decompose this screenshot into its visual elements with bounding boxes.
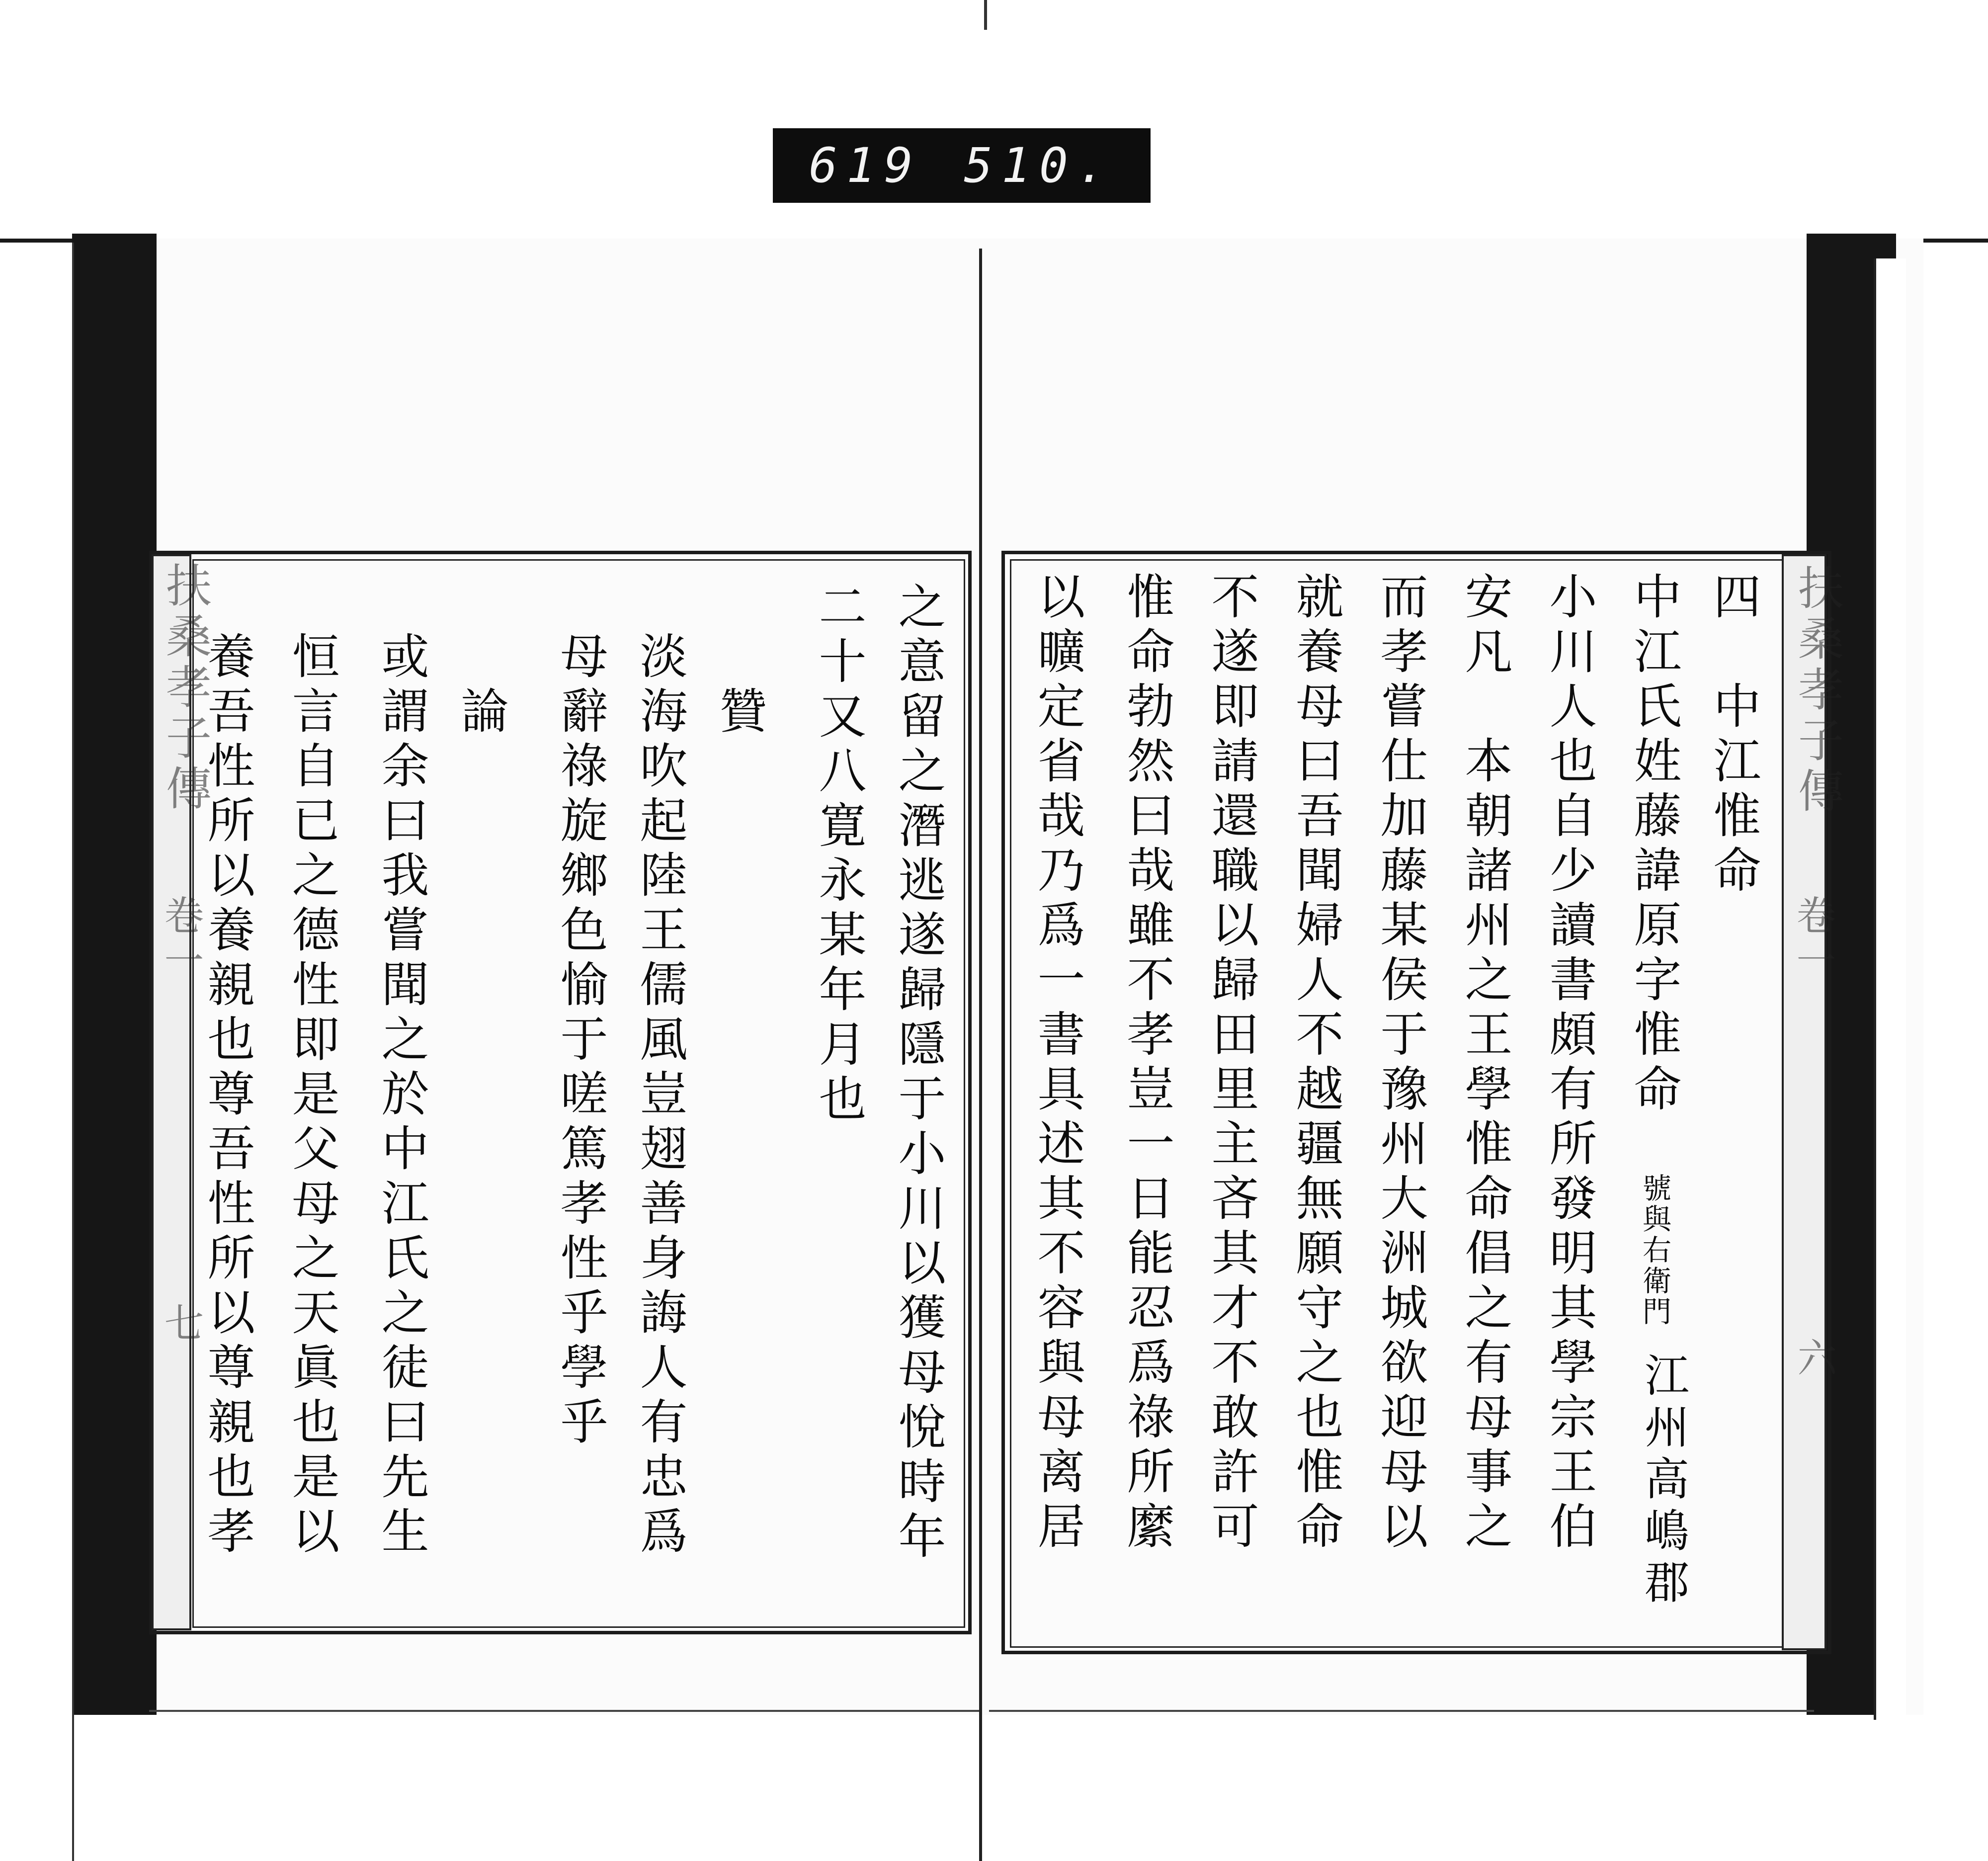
call-number-label	[773, 128, 1151, 203]
call-number-left: 619	[809, 138, 922, 193]
left-book-edge	[72, 234, 157, 1715]
left-page-bottom-edge	[149, 1710, 979, 1712]
left-page-column-7: 或謂余曰我嘗聞之於中江氏之徒曰先生	[374, 631, 429, 1561]
right-margin-volume: 卷一	[1790, 895, 1836, 984]
left-margin-title: 扶桑孝子傳	[159, 562, 212, 815]
left-page-column-6: 論	[453, 686, 509, 741]
call-number-right: 510.	[964, 138, 1115, 193]
right-page-column-9: 以曠定省哉乃爲一書具述其不容與母离居	[1030, 572, 1085, 1556]
scan-top-mark	[984, 0, 987, 30]
gutter	[979, 249, 982, 1861]
right-page-column-1: 四 中江惟命	[1706, 572, 1761, 900]
right-interlinear-note: 號與右衛門	[1638, 1173, 1671, 1327]
right-folio: 六	[1791, 1337, 1837, 1377]
right-page-place-note: 江州高嶋郡	[1637, 1352, 1689, 1610]
right-outer-margin	[1874, 258, 1906, 1720]
right-margin-title: 扶桑孝子傳	[1791, 564, 1844, 818]
right-page-column-8: 惟命勃然曰哉雖不孝豈一日能忍爲祿所縻	[1119, 572, 1175, 1556]
right-page-column-4: 安凡 本朝諸州之王學惟命倡之有母事之	[1457, 572, 1513, 1556]
left-page-column-4: 淡海吹起陸王儒風豈翅善身誨人有忠爲	[632, 631, 688, 1561]
left-folio: 七	[158, 1302, 204, 1342]
right-page-bottom-edge	[989, 1710, 1814, 1712]
right-page-column-3: 小川人也自少讀書頗有所發明其學宗王伯	[1542, 572, 1597, 1556]
left-page-column-5: 母辭祿旋鄉色愉于嗟篤孝性乎學乎	[553, 631, 608, 1451]
right-page-column-7: 不遂即請還職以歸田里主吝其才不敢許可	[1204, 572, 1259, 1556]
right-page-column-5: 而孝嘗仕加藤某侯于豫州大洲城欲迎母以	[1373, 572, 1428, 1556]
left-page-column-9: 養吾性所以養親也尊吾性所以尊親也孝	[200, 631, 255, 1561]
left-page-column-8: 恒言自已之德性即是父母之天眞也是以	[284, 631, 340, 1561]
left-margin-volume: 卷一	[158, 895, 204, 984]
right-page-column-2: 中江氏姓藤諱原字惟命	[1626, 572, 1682, 1118]
left-outer-margin	[0, 243, 74, 1861]
left-page-column-3: 贊	[712, 686, 767, 741]
left-page-column-1: 之意留之潛逃遂歸隱于小川以獲母悅時年	[891, 582, 946, 1566]
left-page-column-2: 二十又八寛永某年月也	[811, 582, 867, 1128]
right-page-column-6: 就養母曰吾聞婦人不越疆無願守之也惟命	[1288, 572, 1344, 1556]
